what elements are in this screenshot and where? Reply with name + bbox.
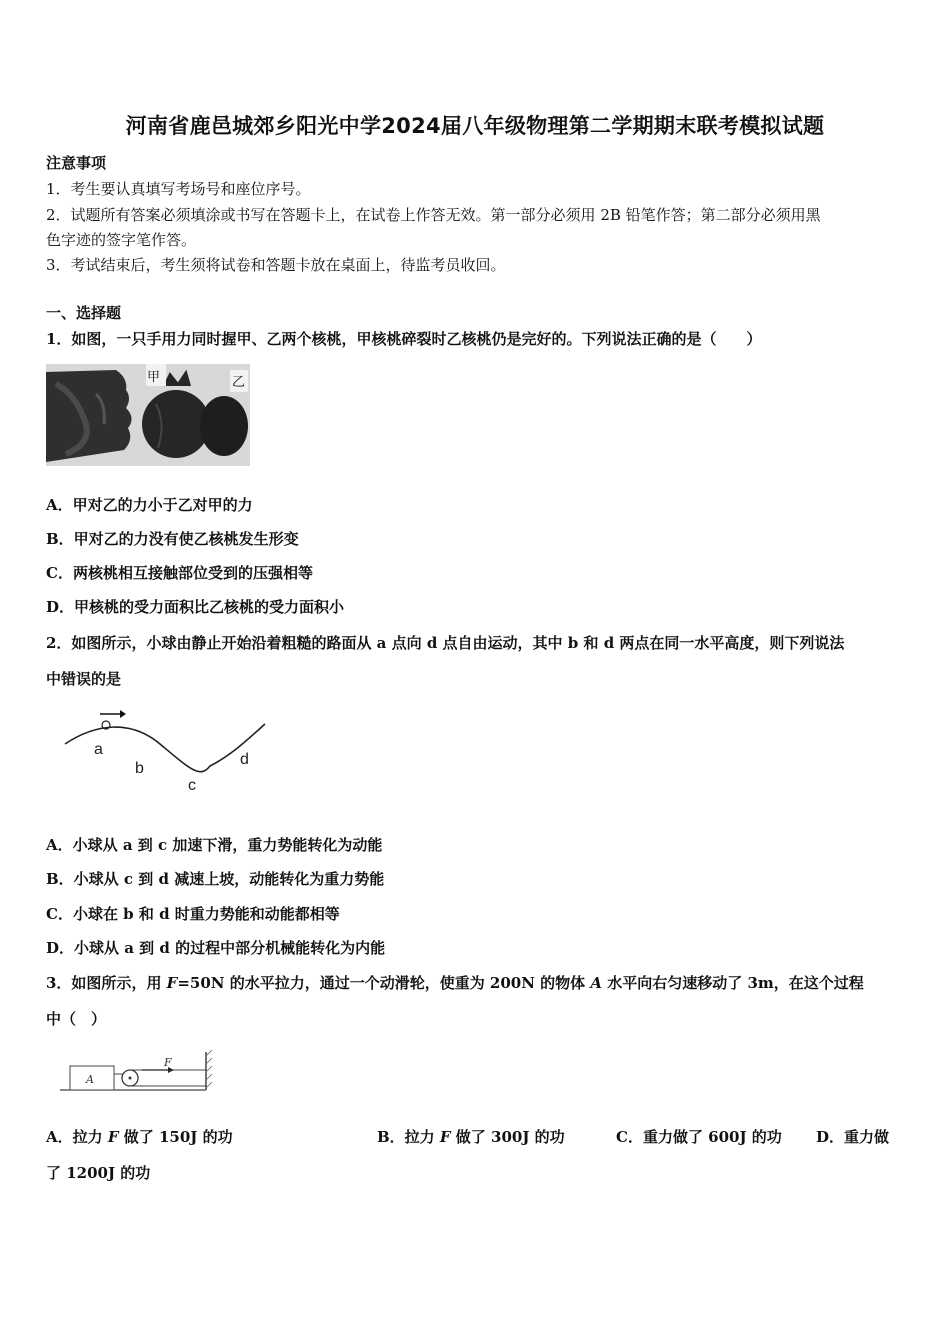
q1-option-b: B．甲对乙的力没有使乙核桃发生形变 — [46, 530, 299, 548]
notice-item-2: 2．试题所有答案必须填涂或书写在答题卡上，在试卷上作答无效。第一部分必须用 2B 铅笔作答；第二部分必须用黑 — [46, 206, 821, 224]
q3-option-d-cont: 了 1200J 的功 — [46, 1164, 151, 1182]
q2-slope-figure — [60, 704, 270, 800]
q3-stem-line1: 3．如图所示，用 F=50N 的水平拉力，通过一个动滑轮，使重为 200N 的物体 A 水平向右匀速移动了 3m，在这个过程 — [46, 974, 864, 992]
q2-option-a: A．小球从 a 到 c 加速下滑，重力势能转化为动能 — [46, 836, 383, 854]
q1-option-d: D．甲核桃的受力面积比乙核桃的受力面积小 — [46, 598, 345, 616]
label-d: d — [240, 751, 249, 768]
q1-option-a: A．甲对乙的力小于乙对甲的力 — [46, 496, 253, 514]
page-title: 河南省鹿邑城郊乡阳光中学2024届八年级物理第二学期期末联考模拟试题 — [125, 114, 825, 138]
notice-heading: 注意事项 — [46, 154, 107, 172]
label-c: c — [188, 777, 196, 794]
q3-option-a: A．拉力 F 做了 150J 的功 — [46, 1128, 233, 1146]
q3-option-c: C．重力做了 600J 的功 — [616, 1128, 782, 1146]
q1-walnut-figure — [46, 364, 250, 466]
q1-option-c: C．两核桃相互接触部位受到的压强相等 — [46, 564, 313, 582]
q2-stem-line2: 中错误的是 — [46, 670, 122, 688]
q1-stem: 1．如图，一只手用力同时握甲、乙两个核桃，甲核桃碎裂时乙核桃仍是完好的。下列说法正确的是（ ） — [46, 330, 762, 348]
q2-option-c: C．小球在 b 和 d 时重力势能和动能都相等 — [46, 905, 340, 923]
label-jia: 甲 — [147, 370, 161, 385]
var-F: F — [166, 974, 178, 992]
label-A: A — [86, 1073, 94, 1086]
label-yi: 乙 — [232, 375, 246, 390]
label-a: a — [94, 741, 103, 758]
q3-option-d: D．重力做 — [816, 1128, 890, 1146]
label-b: b — [135, 760, 144, 777]
notice-item-1: 1．考生要认真填写考场号和座位序号。 — [46, 180, 311, 198]
label-F: F — [164, 1056, 172, 1069]
arrow-right-icon — [120, 710, 126, 718]
q3-stem-line2: 中（ ） — [46, 1010, 107, 1028]
q3-pulley-figure — [56, 1048, 224, 1106]
q2-option-d: D．小球从 a 到 d 的过程中部分机械能转化为内能 — [46, 939, 386, 957]
q2-stem-line1: 2．如图所示，小球由静止开始沿着粗糙的路面从 a 点向 d 点自由运动，其中 b 和 d 两点在同一水平高度，则下列说法 — [46, 634, 845, 652]
q3-option-b: B．拉力 F 做了 300J 的功 — [377, 1128, 565, 1146]
notice-item-2-cont: 色字迹的签字笔作答。 — [46, 231, 197, 249]
q2-option-b: B．小球从 c 到 d 减速上坡，动能转化为重力势能 — [46, 870, 385, 888]
var-A: A — [590, 974, 603, 992]
notice-item-3: 3．考试结束后，考生须将试卷和答题卡放在桌面上，待监考员收回。 — [46, 256, 506, 274]
section-heading: 一、选择题 — [46, 304, 122, 322]
